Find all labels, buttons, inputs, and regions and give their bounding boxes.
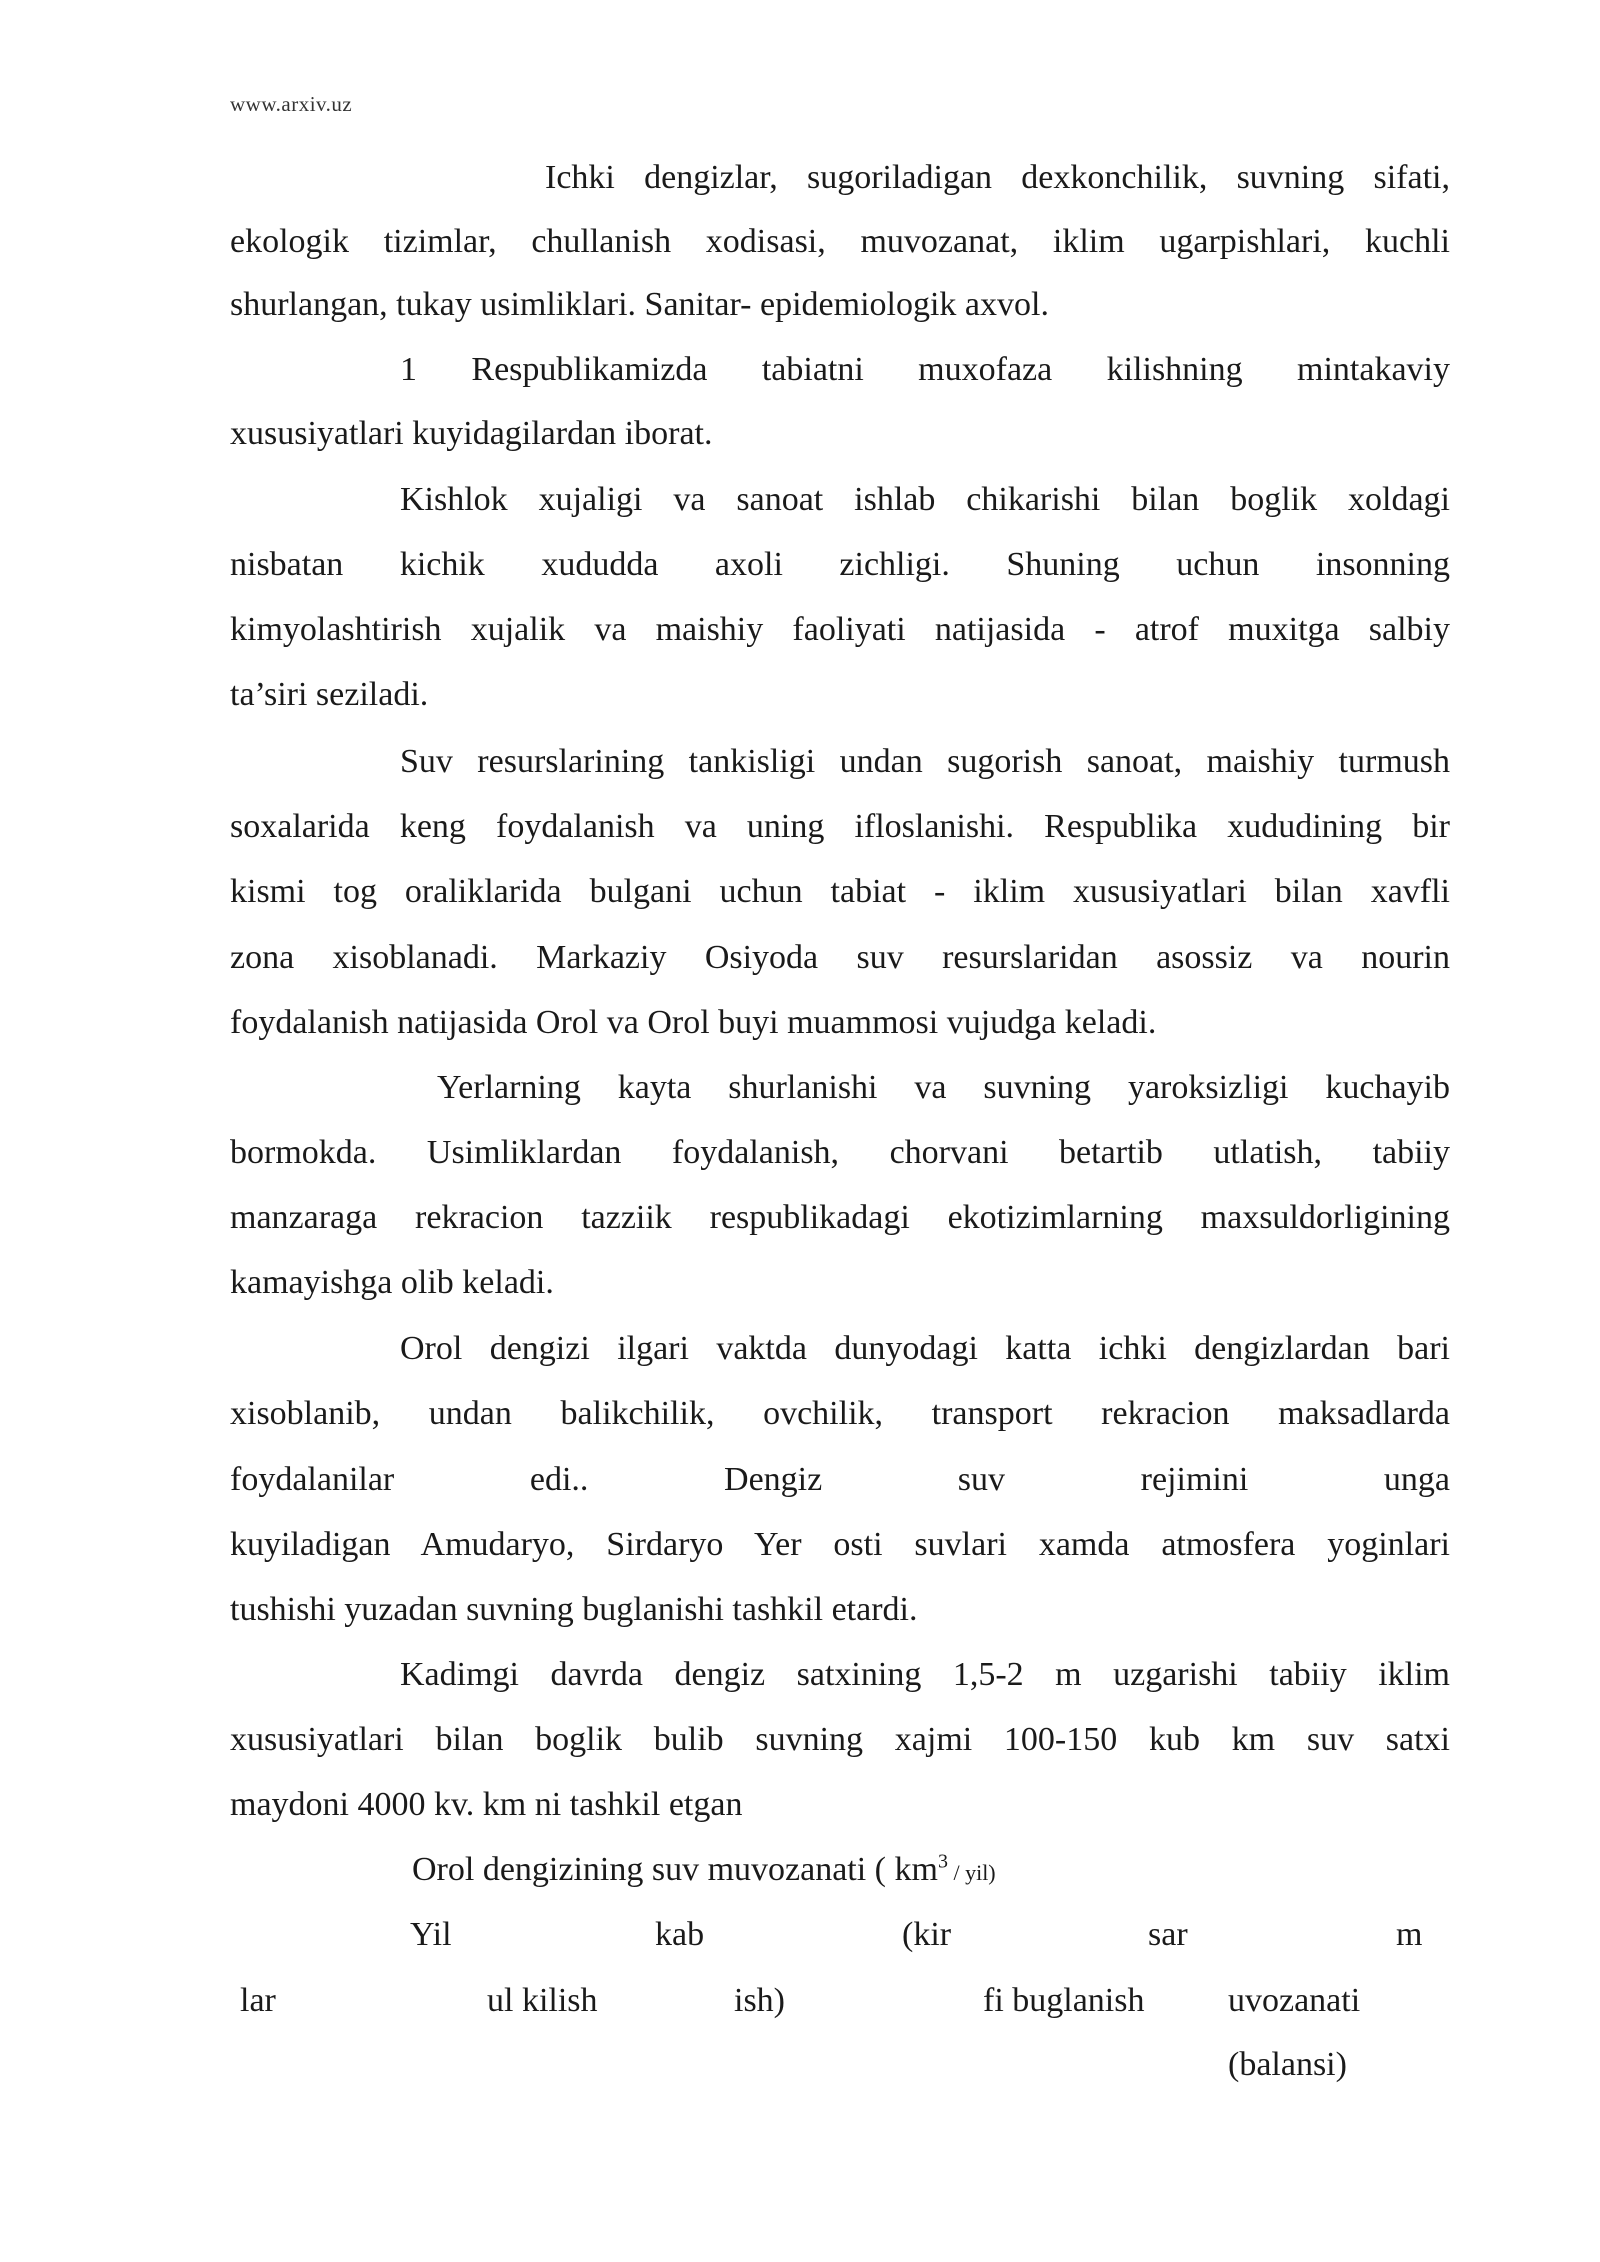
text-line: xususiyatlari kuyidagilardan iborat. — [230, 415, 713, 452]
text-line: Orol dengizi ilgari vaktda dunyodagi katta ichki dengizlardan bari — [400, 1330, 1450, 1367]
text-line: bormokda. Usimliklardan foydalanish, chorvani betartib utlatish, tabiiy — [230, 1134, 1450, 1171]
text-line: kismi tog oraliklarida bulgani uchun tabiat - iklim xususiyatlari bilan xavfli — [230, 873, 1450, 910]
table-header-cell: sar — [1148, 1916, 1188, 1953]
table-title — [412, 1850, 1112, 1893]
table-header-cell: ul kilish — [487, 1982, 598, 2019]
table-header-cell: lar — [240, 1982, 276, 2019]
table-title-unit: / yil) — [947, 1860, 996, 1885]
text-line: foydalanish natijasida Orol va Orol buyi muammosi vujudga keladi. — [230, 1004, 1157, 1041]
text-line: Kishlok xujaligi va sanoat ishlab chikarishi bilan boglik xoldagi — [400, 481, 1450, 518]
text-line: xususiyatlari bilan boglik bulib suvning xajmi 100-150 kub km suv satxi — [230, 1721, 1450, 1758]
text-line: Ichki dengizlar, sugoriladigan dexkonchilik, suvning sifati, — [545, 159, 1450, 196]
table-header-cell: (kir — [902, 1916, 952, 1953]
table-title-text: Orol dengizining suv muvozanati ( km — [412, 1851, 938, 1888]
text-line: zona xisoblanadi. Markaziy Osiyoda suv resurslaridan asossiz va nourin — [230, 939, 1450, 976]
text-line: ta’siri seziladi. — [230, 676, 429, 713]
text-line: tushishi yuzadan suvning buglanishi tashkil etardi. — [230, 1591, 918, 1628]
table-header-cell: (balansi) — [1228, 2046, 1347, 2083]
table-header-cell: uvozanati — [1228, 1982, 1361, 2019]
text-line: shurlangan, tukay usimliklari. Sanitar- epidemiologik axvol. — [230, 286, 1049, 323]
text-line: soxalarida keng foydalanish va uning ifloslanishi. Respublika xududining bir — [230, 808, 1450, 845]
text-line: Suv resurslarining tankisligi undan sugorish sanoat, maishiy turmush — [400, 743, 1450, 780]
table-header-cell: fi buglanish — [983, 1982, 1145, 2019]
text-line: Kadimgi davrda dengiz satxining 1,5-2 m uzgarishi tabiiy iklim — [400, 1656, 1450, 1693]
text-line: kamayishga olib keladi. — [230, 1264, 554, 1301]
text-line: nisbatan kichik xududda axoli zichligi. Shuning uchun insonning — [230, 546, 1450, 583]
table-header-cell: ish) — [734, 1982, 785, 2019]
table-header-cell: kab — [655, 1916, 705, 1953]
table-header-cell: m — [1396, 1916, 1423, 1953]
site-header: www.arxiv.uz — [230, 92, 353, 116]
text-line: foydalanilar edi.. Dengiz suv rejimini unga — [230, 1461, 1450, 1498]
text-line: manzaraga rekracion tazziik respublikadagi ekotizimlarning maxsuldorligining — [230, 1199, 1450, 1236]
text-line: xisoblanib, undan balikchilik, ovchilik, transport rekracion maksadlarda — [230, 1395, 1450, 1432]
text-line: kimyolashtirish xujalik va maishiy faoliyati natijasida - atrof muxitga salbiy — [230, 611, 1450, 648]
text-line: 1 Respublikamizda tabiatni muxofaza kilishning mintakaviy — [400, 351, 1450, 388]
text-line: maydoni 4000 kv. km ni tashkil etgan — [230, 1786, 743, 1823]
table-header-cell: Yil — [410, 1916, 452, 1953]
text-line: ekologik tizimlar, chullanish xodisasi, muvozanat, iklim ugarpishlari, kuchli — [230, 223, 1450, 260]
text-line: Yerlarning kayta shurlanishi va suvning yaroksizligi kuchayib — [437, 1069, 1450, 1106]
text-line: kuyiladigan Amudaryo, Sirdaryo Yer osti suvlari xamda atmosfera yoginlari — [230, 1526, 1450, 1563]
table-title-superscript: 3 — [937, 1850, 948, 1873]
